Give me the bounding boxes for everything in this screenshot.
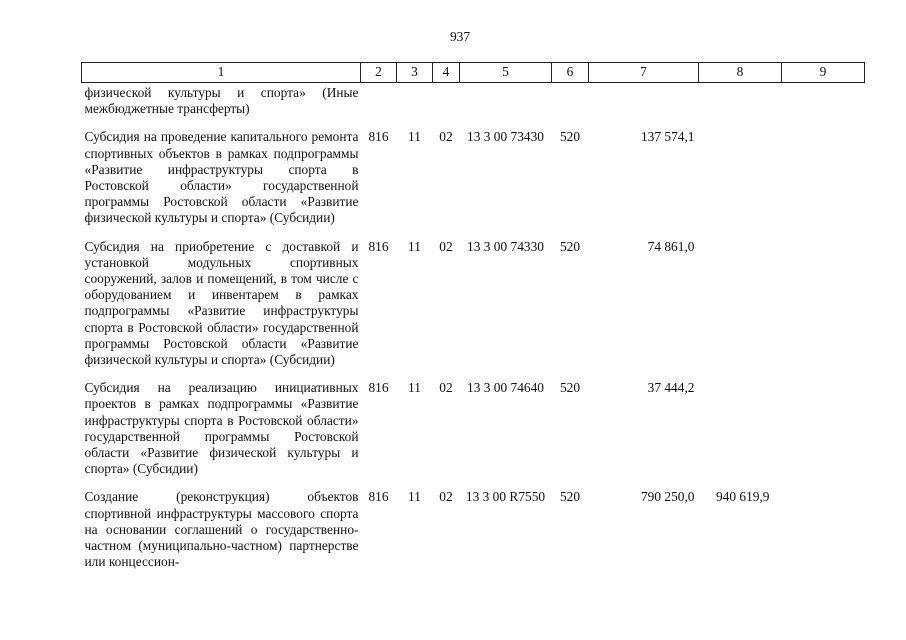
row-amount-col9 xyxy=(782,380,865,477)
column-header: 5 xyxy=(460,63,552,83)
row-amount-col9 xyxy=(782,489,865,570)
row-amount-col7: 37 444,2 xyxy=(647,380,695,396)
row-amount-col7: 790 250,0 xyxy=(640,489,695,505)
row-code-ministry xyxy=(361,83,397,118)
table-header-row xyxy=(82,63,865,83)
row-code-type: 520 xyxy=(559,238,581,254)
row-amount-col8 xyxy=(699,129,782,226)
row-amount-col9 xyxy=(782,129,865,226)
row-code-target: 13 3 00 74330 xyxy=(467,238,544,254)
row-code-target: 13 3 00 R7550 xyxy=(465,489,546,505)
row-code-target: 13 3 00 73430 xyxy=(467,129,544,145)
row-description: Субсидия на приобретение с доставкой и установкой модульных спортивных сооружений, залов и помещений, в том числе с оборудованием и инвентарем в рамках подпрограммы «Развитие инфраструктуры спорта в Ростовской области» государственной программы Ростовской области «Развитие физической культуры и спорта» (Субсидии) xyxy=(84,238,359,368)
row-amount-col7: 137 574,1 xyxy=(640,129,695,145)
row-code-subsection xyxy=(433,83,460,118)
row-description: Субсидия на проведение капитального ремонта спортивных объектов в рамках подпрограммы «Развитие инфраструктуры спорта в Ростовской области» государственной программы Ростовской области «Развитие физической культуры и спорта» (Субсидии) xyxy=(84,129,359,226)
row-amount-col7 xyxy=(589,83,699,118)
row-code-section xyxy=(397,83,433,118)
row-amount-col9 xyxy=(782,239,865,369)
row-code-section: 11 xyxy=(408,129,421,145)
table-row xyxy=(82,129,865,226)
row-amount-col8 xyxy=(699,239,782,369)
row-amount-col8: 940 619,9 xyxy=(715,489,770,505)
column-header: 8 xyxy=(699,63,782,83)
table-row xyxy=(82,489,865,570)
row-code-subsection: 02 xyxy=(439,238,453,254)
row-code-section: 11 xyxy=(408,380,421,396)
table-row xyxy=(82,239,865,369)
row-code-section: 11 xyxy=(408,489,421,505)
row-code-ministry: 816 xyxy=(368,489,389,505)
row-code-type: 520 xyxy=(559,129,581,145)
row-description: Создание (реконструкция) объектов спортивной инфраструктуры массового спорта на основании соглашений о государственно-частном (муниципально-частном) партнерстве или концессион- xyxy=(84,489,359,570)
column-header: 1 xyxy=(82,63,361,83)
column-header: 3 xyxy=(397,63,433,83)
row-description: Субсидия на реализацию инициативных проектов в рамках подпрограммы «Развитие инфраструктуры спорта в Ростовской области» государственной программы Ростовской области «Развитие физической культуры и спорта» (Субсидии) xyxy=(84,380,359,477)
column-header: 4 xyxy=(433,63,460,83)
row-amount-col8 xyxy=(699,380,782,477)
row-code-subsection: 02 xyxy=(439,489,453,505)
row-code-subsection: 02 xyxy=(439,380,453,396)
row-description: физической культуры и спорта» (Иные межбюджетные трансферты) xyxy=(84,85,359,117)
row-code-ministry: 816 xyxy=(368,129,389,145)
column-header: 7 xyxy=(589,63,699,83)
row-code-subsection: 02 xyxy=(439,129,453,145)
table-row xyxy=(82,83,865,118)
column-header: 9 xyxy=(782,63,865,83)
row-code-type xyxy=(552,83,589,118)
budget-table xyxy=(81,62,865,570)
row-code-type: 520 xyxy=(559,380,581,396)
row-amount-col9 xyxy=(782,83,865,118)
row-code-ministry: 816 xyxy=(368,380,389,396)
row-amount-col8 xyxy=(699,83,782,118)
table-row xyxy=(82,380,865,477)
row-code-type: 520 xyxy=(559,489,581,505)
row-code-ministry: 816 xyxy=(368,238,389,254)
page-number: 937 xyxy=(449,29,471,44)
row-code-section: 11 xyxy=(408,238,421,254)
row-code-target xyxy=(460,83,552,118)
column-header: 2 xyxy=(361,63,397,83)
row-amount-col7: 74 861,0 xyxy=(647,238,695,254)
row-code-target: 13 3 00 74640 xyxy=(467,380,544,396)
column-header: 6 xyxy=(552,63,589,83)
